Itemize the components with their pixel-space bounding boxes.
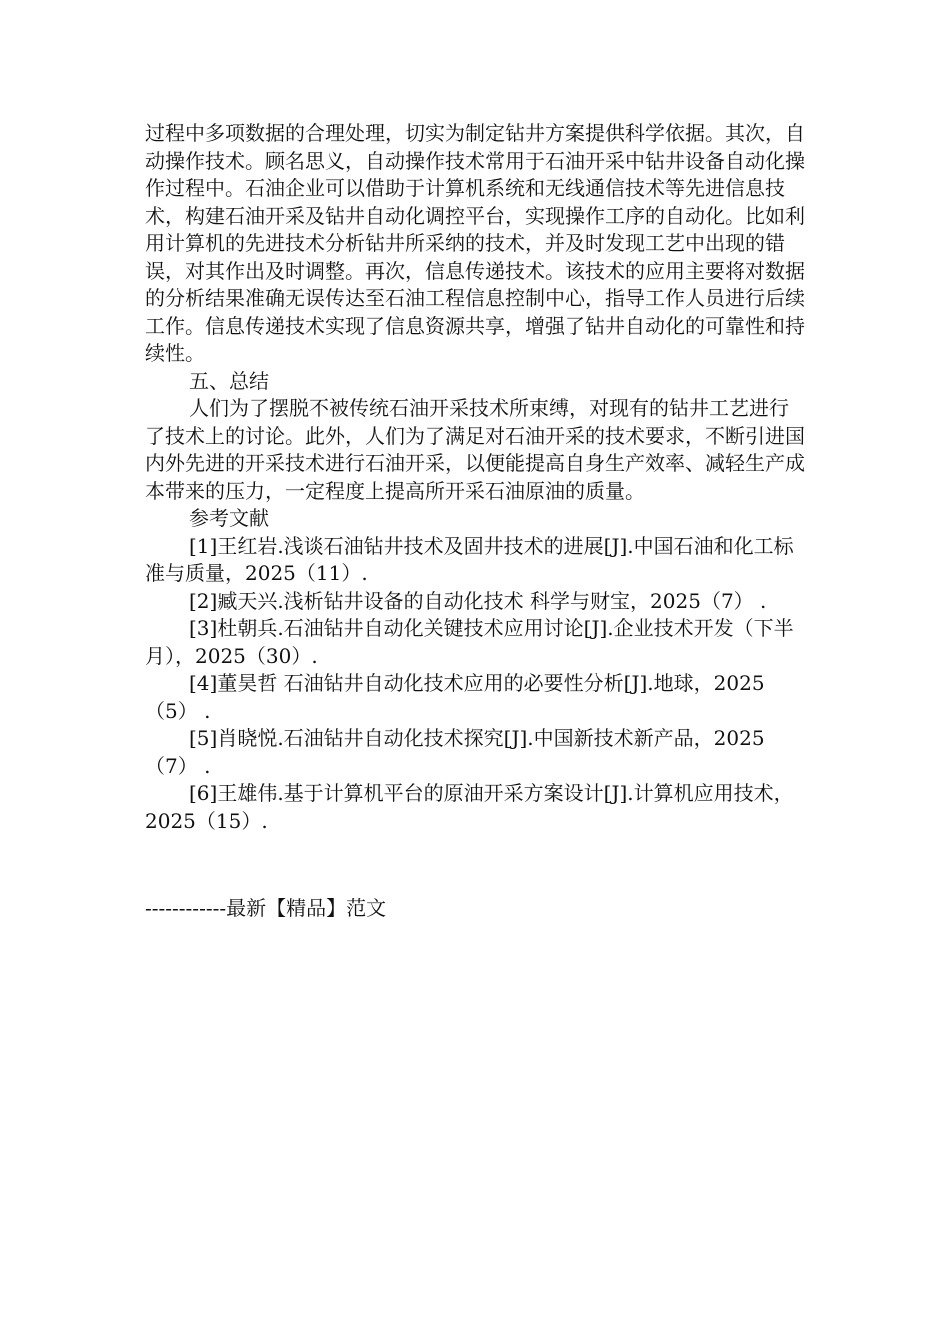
references-heading: 参考文献 (189, 506, 269, 530)
section-heading: 五、总结 (189, 368, 269, 393)
reference-item: [5]肖晓悦.石油钻井自动化技术探究[J].中国新技术新产品，2025（7） . (145, 726, 765, 778)
footer-text: ------------最新【精品】范文 (145, 896, 387, 920)
document-body (145, 120, 805, 835)
reference-item: [3]杜朝兵.石油钻井自动化关键技术应用讨论[J].企业技术开发（下半月），2025（30）. (145, 616, 794, 668)
reference-item: [6]王雄伟.基于计算机平台的原油开采方案设计[J].计算机应用技术，2025（15）. (145, 781, 794, 833)
reference-item: [1]王红岩.浅谈石油钻井技术及固井技术的进展[J].中国石油和化工标准与质量，2025（11）. (145, 533, 794, 585)
reference-item: [4]董昊哲 石油钻井自动化技术应用的必要性分析[J].地球，2025（5） . (145, 671, 765, 723)
body-paragraph: 过程中多项数据的合理处理，切实为制定钻井方案提供科学依据。其次，自动操作技术。顾名思义，自动操作技术常用于石油开采中钻井设备自动化操作过程中。石油企业可以借助于计算机系统和无线通信技术等先进信息技术，构建石油开采及钻井自动化调控平台，实现操作工序的自动化。比如利用计算机的先进技术分析钻井所采纳的技术，并及时发现工艺中出现的错误，对其作出及时调整。再次，信息传递技术。该技术的应用主要将对数据的分析结果准确无误传达至石油工程信息控制中心，指导工作人员进行后续工作。信息传递技术实现了信息资源共享，增强了钻井自动化的可靠性和持续性。 (145, 121, 805, 365)
summary-paragraph: 人们为了摆脱不被传统石油开采技术所束缚，对现有的钻井工艺进行了技术上的讨论。此外，人们为了满足对石油开采的技术要求，不断引进国内外先进的开采技术进行石油开采，以便能提高自身生产效率、减轻生产成本带来的压力，一定程度上提高所开采石油原油的质量。 (145, 396, 805, 503)
reference-item: [2]臧天兴.浅析钻井设备的自动化技术 科学与财宝，2025（7） . (189, 588, 767, 613)
